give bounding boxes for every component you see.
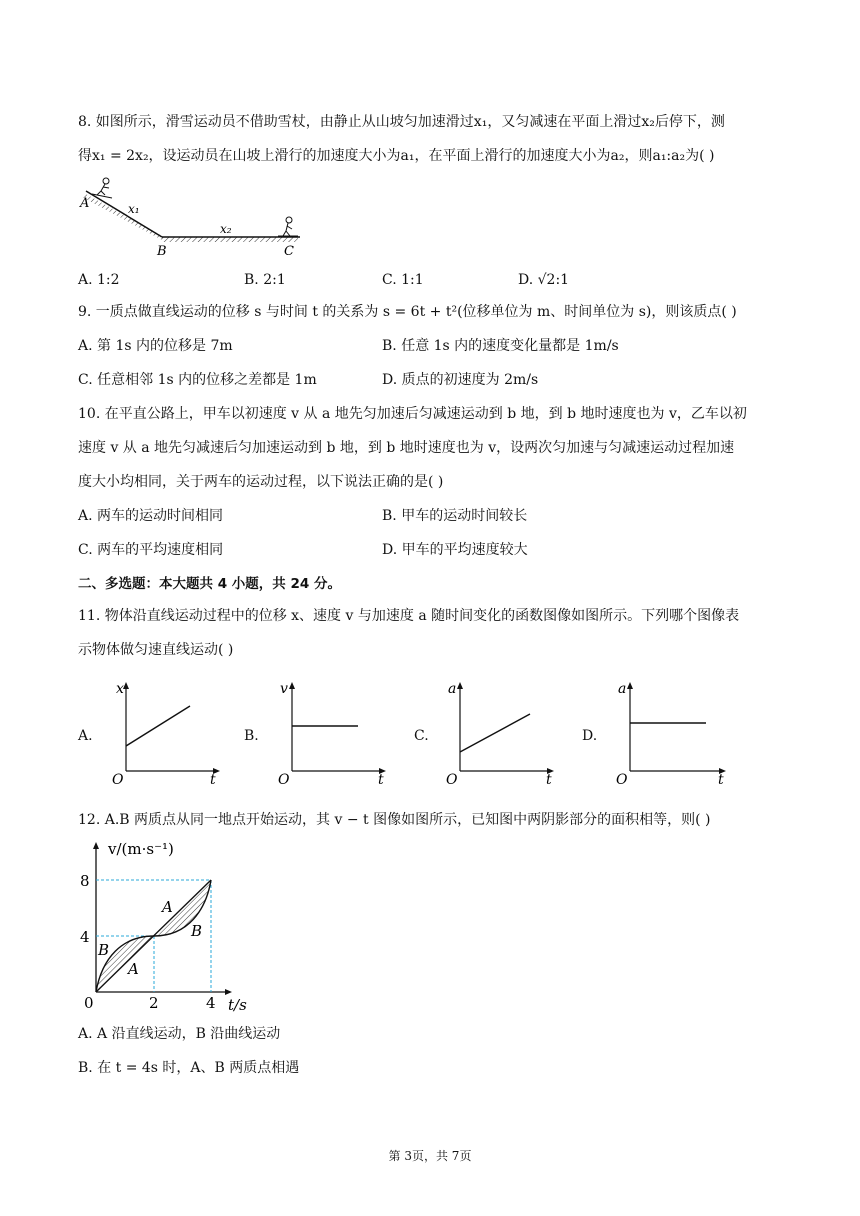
q12-line1: 12. A.B 两质点从同一地点开始运动，其 v − t 图像如图所示，已知图中两阴影部分的面积相等，则( ) <box>78 812 711 828</box>
q12-curve-label-a-upper: A <box>162 898 173 916</box>
q9-option-c: C. 任意相邻 1s 内的位移之差都是 1m <box>78 372 317 388</box>
q10-line3: 度大小均相同，关于两车的运动过程，以下说法正确的是( ) <box>78 474 444 490</box>
q12-ytick-4: 4 <box>80 928 90 946</box>
q11-option-a: A. <box>78 728 93 744</box>
q12-xtick-0: 0 <box>84 994 94 1012</box>
q11-option-b: B. <box>244 728 259 744</box>
q12-xtick-4: 4 <box>206 994 216 1012</box>
graph-c-origin: O <box>446 772 458 788</box>
skier-icon-a <box>92 178 112 198</box>
q8-line2: 得x₁ = 2x₂，设运动员在山坡上滑行的加速度大小为a₁，在平面上滑行的加速度大小为a₂，则a₁:a₂为( ) <box>78 148 715 164</box>
q12-curve-label-b-upper: B <box>191 922 203 940</box>
q9-line1: 9. 一质点做直线运动的位移 s 与时间 t 的关系为 s = 6t + t²(位移单位为 m、时间单位为 s)，则该质点( ) <box>78 304 737 320</box>
q10-option-c: C. 两车的平均速度相同 <box>78 542 224 558</box>
point-c-label: C <box>284 244 294 259</box>
q12-option-a: A. A 沿直线运动，B 沿曲线运动 <box>78 1026 281 1042</box>
q10-option-d: D. 甲车的平均速度较大 <box>382 542 528 558</box>
page-footer: 第 3页，共 7页 <box>388 1149 472 1163</box>
q10-option-a: A. 两车的运动时间相同 <box>78 508 224 524</box>
q9-option-b: B. 任意 1s 内的速度变化量都是 1m/s <box>382 338 619 354</box>
q12-xtick-2: 2 <box>149 994 159 1012</box>
q11-option-c: C. <box>414 728 429 744</box>
point-a-label: A <box>80 196 90 211</box>
graph-a-xlabel: t <box>210 772 216 788</box>
q11-graph-d <box>612 676 732 786</box>
q11-graph-c <box>442 676 552 786</box>
section-heading: 二、多选题：本大题共 4 小题，共 24 分。 <box>78 576 341 592</box>
graph-c-ylabel: a <box>448 681 457 697</box>
q11-option-d: D. <box>582 728 598 744</box>
q10-line2: 速度 v 从 a 地先匀减速后匀加速运动到 b 地，到 b 地时速度也为 v，设两次匀加速与匀减速运动过程加速 <box>78 440 735 456</box>
q11-line1: 11. 物体沿直线运动过程中的位移 x、速度 v 与加速度 a 随时间变化的函数图像如图所示。下列哪个图像表 <box>78 608 740 624</box>
point-b-label: B <box>157 244 167 259</box>
q8-line1: 8. 如图所示，滑雪运动员不借助雪杖，由静止从山坡匀加速滑过x₁，又匀减速在平面上滑过x₂后停下，测 <box>78 114 725 130</box>
graph-c-xlabel: t <box>546 772 552 788</box>
graph-a-origin: O <box>112 772 124 788</box>
x1-label: x₁ <box>128 202 140 216</box>
q8-ski-slope-figure <box>78 175 308 265</box>
graph-b-xlabel: t <box>378 772 384 788</box>
graph-a-ylabel: x <box>116 681 124 697</box>
q12-xlabel: t/s <box>228 996 247 1014</box>
q9-option-a: A. 第 1s 内的位移是 7m <box>78 338 233 354</box>
q12-curve-label-b-lower: B <box>98 941 110 959</box>
q9-option-d: D. 质点的初速度为 2m/s <box>382 372 539 388</box>
q8-option-c: C. 1:1 <box>382 272 424 288</box>
skier-icon-c <box>278 217 298 236</box>
q12-ytick-8: 8 <box>80 872 90 890</box>
graph-b-origin: O <box>278 772 290 788</box>
graph-d-xlabel: t <box>718 772 724 788</box>
q11-graph-b <box>274 676 384 786</box>
graph-d-origin: O <box>616 772 628 788</box>
graph-b-ylabel: v <box>280 681 288 697</box>
graph-d-ylabel: a <box>618 681 627 697</box>
q12-ylabel: v/(m·s⁻¹) <box>108 840 174 858</box>
q8-option-a: A. 1:2 <box>78 272 120 288</box>
q8-option-b: B. 2:1 <box>244 272 286 288</box>
q11-line2: 示物体做匀速直线运动( ) <box>78 642 234 658</box>
q10-line1: 10. 在平直公路上，甲车以初速度 v 从 a 地先匀加速后匀减速运动到 b 地，到 b 地时速度也为 v，乙车以初 <box>78 406 747 422</box>
q12-curve-label-a-lower: A <box>128 960 139 978</box>
x2-label: x₂ <box>220 222 232 236</box>
q8-option-d: D. √2:1 <box>518 272 570 288</box>
q11-graph-a <box>108 676 218 786</box>
q10-option-b: B. 甲车的运动时间较长 <box>382 508 528 524</box>
q12-option-b: B. 在 t = 4s 时，A、B 两质点相遇 <box>78 1060 300 1076</box>
q12-vt-graph <box>78 840 268 1020</box>
